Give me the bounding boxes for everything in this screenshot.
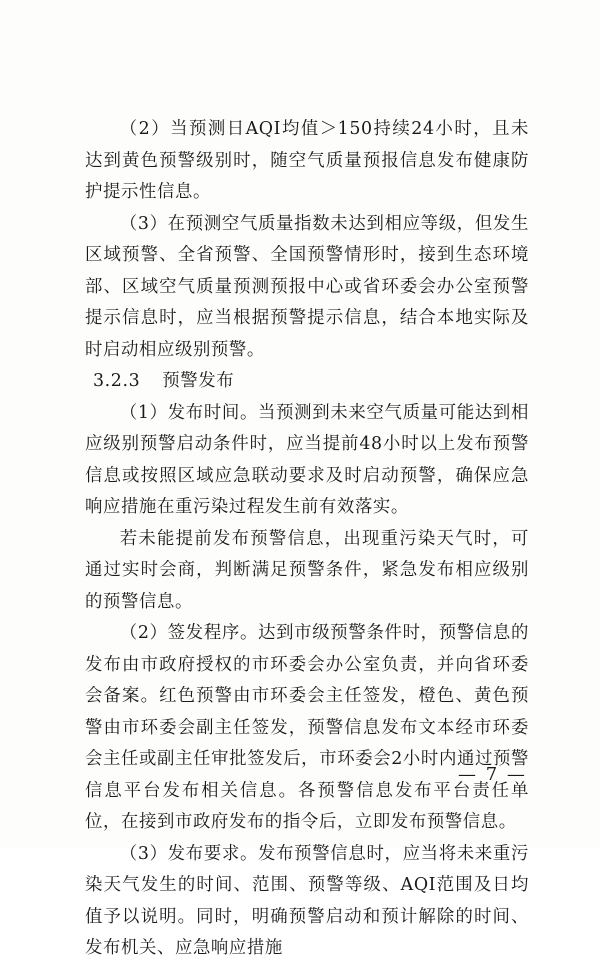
paragraph-release-requirements: （3）发布要求。发布预警信息时，应当将未来重污染天气发生的时间、范围、预警等级、AQI范围及日均值予以说明。同时，明确预警启动和预计解除的时间、发布机关、应急响应措施 [85, 843, 529, 958]
section-title: 预警发布 [162, 371, 235, 391]
paragraph-signing-procedure: （2）签发程序。达到市级预警条件时，预警信息的发布由市政府授权的市环委会办公室负责，并向省环委会备案。红色预警由市环委会主任签发，橙色、黄色预警由市环委会副主任签发，预警信息发布文本经市环委会主任或副主任审批签发后，市环委会2小时内通过预警信息平台发布相关信息。各预警信息发布平台责任单位，在接到市政府发布的指令后，立即发布预警信息。 [85, 623, 529, 832]
section-number: 3.2.3 [93, 371, 141, 391]
section-heading [85, 366, 529, 398]
paragraph-regional-warning: （3）在预测空气质量指数未达到相应等级，但发生区域预警、全省预警、全国预警情形时，接到生态环境部、区域空气质量预测预报中心或省环委会办公室预警提示信息时，应当根据预警提示信息，结合本地实际及时启动相应级别预警。 [85, 213, 529, 360]
paragraph-release-time: （1）发布时间。当预测到未来空气质量可能达到相应级别预警启动条件时，应当提前48小时以上发布预警信息或按照区域应急联动要求及时启动预警，确保应急响应措施在重污染过程发生前有效落实。 [85, 402, 529, 517]
document-body [85, 114, 529, 965]
paragraph-aqi-health-info: （2）当预测日AQI均值＞150持续24小时，且未达到黄色预警级别时，随空气质量预报信息发布健康防护提示性信息。 [85, 119, 529, 202]
page-number: — 7 — [458, 764, 527, 785]
paragraph-late-release: 若未能提前发布预警信息，出现重污染天气时，可通过实时会商，判断满足预警条件，紧急发布相应级别的预警信息。 [85, 528, 529, 612]
